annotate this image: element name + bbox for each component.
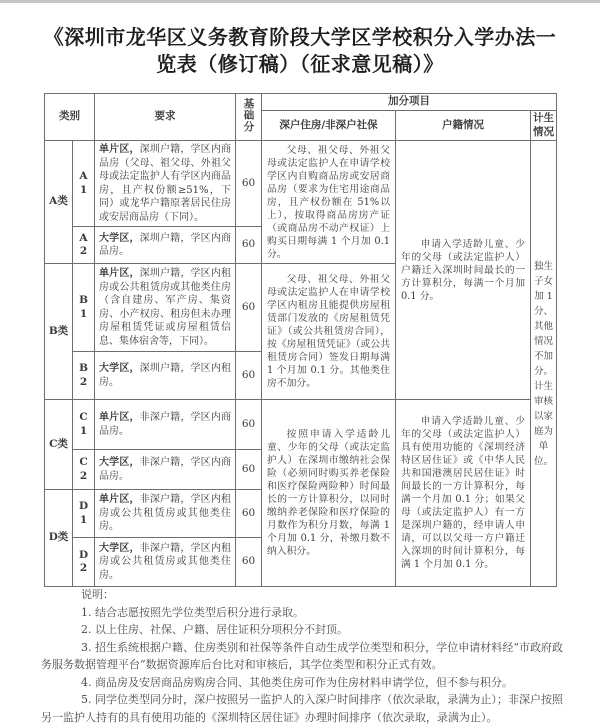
requirement-d1-text: 非深户籍，学区内租房或公共租赁房或其他类住房。 [99, 494, 232, 533]
table-row-c1 [45, 400, 557, 450]
row-code-a1: A1 [73, 141, 95, 227]
group-label-a: A类 [45, 141, 73, 264]
requirement-a1 [95, 141, 236, 227]
requirement-c2-text: 非深户籍，学区内商品房。 [99, 457, 232, 482]
base-score-a2: 60 [236, 227, 262, 264]
header-household: 户籍情况 [396, 111, 531, 141]
note-item-3: 3. 招生系统根据户籍、住房类别和社保等条件自动生成学位类型和积分，学位申请材料经“市政府政务服务数据管理平台”数据资源库后台比对和审核后，其学位类型和积分正式有效。 [41, 640, 563, 671]
group-label-d: D类 [45, 490, 73, 587]
row-code-b2: B2 [73, 352, 95, 400]
base-score-d2: 60 [236, 538, 262, 587]
requirement-c2 [95, 450, 236, 490]
requirement-d2-text: 非深户籍，学区内租房或公共租赁房或其他类住房。 [99, 542, 232, 581]
header-base-score-label: 基础分 [242, 97, 255, 132]
requirement-d1 [95, 490, 236, 538]
requirement-a2-text: 深圳户籍，学区内商品房。 [99, 232, 232, 257]
base-score-a1: 60 [236, 141, 262, 227]
row-code-c2: C2 [73, 450, 95, 490]
top-edge-decoration [0, 0, 600, 3]
requirement-c1-text: 非深户籍，学区内商品房。 [99, 412, 232, 437]
requirement-a2 [95, 227, 236, 264]
bonus-household-ab: 申请入学适龄儿童、少年的父母（或法定监护人）户籍迁入深圳时间最长的一方计算积分，每满一个月加 0.1 分。 [396, 141, 531, 400]
requirement-d2 [95, 538, 236, 587]
requirement-b1-text: 深圳户籍，学区内租房或公共租赁房或其他类住房（含自建房、军产房、集资房、小产权房、租房但未办理房屋租赁凭证或房屋租赁信息、集体宿舍等，下同）。 [99, 268, 232, 347]
requirement-b1 [95, 264, 236, 352]
bonus-housing-b: 父母、祖父母、外祖父母或法定监护人在申请学校学区内租房且能提供房屋租赁部门发放的《房屋租赁凭证》（或公共租赁房合同），按《房屋租赁凭证》（或公共租赁房合同）签发日期每满 1 个月加 0.1 分。其他类住房不加分。 [262, 264, 396, 400]
note-item-2: 2. 以上住房、社保、户籍、居住证积分项积分不封顶。 [81, 623, 348, 636]
bonus-family-planning: 独生子女加 1 分、其他情况不加分。计生审核以家庭为单位。 [531, 141, 557, 587]
header-category: 类别 [45, 94, 95, 141]
requirement-b2-prefix: 大学区， [99, 363, 140, 374]
header-base-score [236, 94, 262, 141]
requirement-c1 [95, 400, 236, 450]
row-code-c1: C1 [73, 400, 95, 450]
base-score-b2: 60 [236, 352, 262, 400]
base-score-c2: 60 [236, 450, 262, 490]
note-item-4: 4. 商品房及安居商品房购房合同、其他类住房可作为住房材料申请学位，但不参与积分。 [81, 675, 513, 689]
admission-points-table [44, 93, 557, 587]
header-requirement: 要求 [95, 94, 236, 141]
row-code-a2: A2 [73, 227, 95, 264]
group-label-c: C类 [45, 400, 73, 490]
note-item-1: 1. 结合志愿按照先学位类型后积分进行录取。 [81, 605, 304, 619]
requirement-a2-prefix: 大学区， [99, 232, 140, 244]
requirement-d2-prefix: 大学区， [99, 542, 140, 554]
row-code-d1: D1 [73, 490, 95, 538]
page-title: 《深圳市龙华区义务教育阶段大学区学校积分入学办法一览表（修订稿）（征求意见稿）》 [43, 25, 557, 76]
bonus-social-cd: 按照申请入学适龄儿童、少年的父母（或法定监护人）在深圳市缴纳社会保险（必须同时购买养老保险和医疗保险两险种）时间最长的一方计算积分，以同时缴纳养老保险和医疗保险的月数作为积分月数，每满 1 个月加 0.1 分，补缴月数不纳入积分。 [262, 400, 396, 587]
requirement-c2-prefix: 大学区， [99, 457, 140, 468]
notes-section [41, 586, 563, 726]
requirement-a1-text: 深圳户籍，学区内商品房（父母、祖父母、外祖父母或法定监护人有学区内商品房，且产权份额≥51%，下同）或龙华户籍原著居民住房或安居商品房（下同）。 [99, 144, 232, 223]
group-label-b: B类 [45, 264, 73, 400]
table-row-a1 [45, 141, 557, 227]
note-item-5: 5. 同学位类型同分时，深户按照另一监护人的入深户时间排序（依次录取，录满为止）；非深户按照另一监护人持有的具有使用功能的《深圳特区居住证》办理时间排序（依次录取，录满为止）。 [41, 693, 563, 724]
row-code-d2: D2 [73, 538, 95, 587]
base-score-d1: 60 [236, 490, 262, 538]
base-score-b1: 60 [236, 264, 262, 352]
requirement-b2-text: 深圳户籍，学区内租房。 [99, 363, 232, 388]
header-housing-social: 深户住房/非深户社保 [262, 111, 396, 141]
header-bonus-items: 加分项目 [262, 94, 557, 111]
requirement-a1-prefix: 单片区， [99, 144, 140, 155]
base-score-c1: 60 [236, 400, 262, 450]
row-code-b1: B1 [73, 264, 95, 352]
requirement-b1-prefix: 单片区， [99, 268, 140, 279]
header-family-planning: 计生情况 [531, 111, 557, 141]
bonus-housing-a: 父母、祖父母、外祖父母或法定监护人在申请学校学区内自购商品房或安居商品房（要求为住宅用途商品房，且产权份额在 51%以上），按取得商品房房产证（或商品房不动产权证）上购买日期每满 1 个月加 0.1 分。 [262, 141, 396, 264]
requirement-d1-prefix: 单片区， [99, 494, 140, 506]
bonus-household-cd: 申请入学适龄儿童、少年的父母（或法定监护人）具有使用功能的《深圳经济特区居住证》或《中华人民共和国港澳居民居住证》时间最长的一方计算积分，每满一个月加 0.1 分；如果父母（或法定监护人）有一方是深圳户籍的，经申请人申请，可以以父母一方户籍迁入深圳的时间计算积分，每满 1 个月加 0.1 分。 [396, 400, 531, 587]
notes-label: 说明： [81, 588, 114, 601]
requirement-b2 [95, 352, 236, 400]
requirement-c1-prefix: 单片区， [99, 412, 140, 423]
